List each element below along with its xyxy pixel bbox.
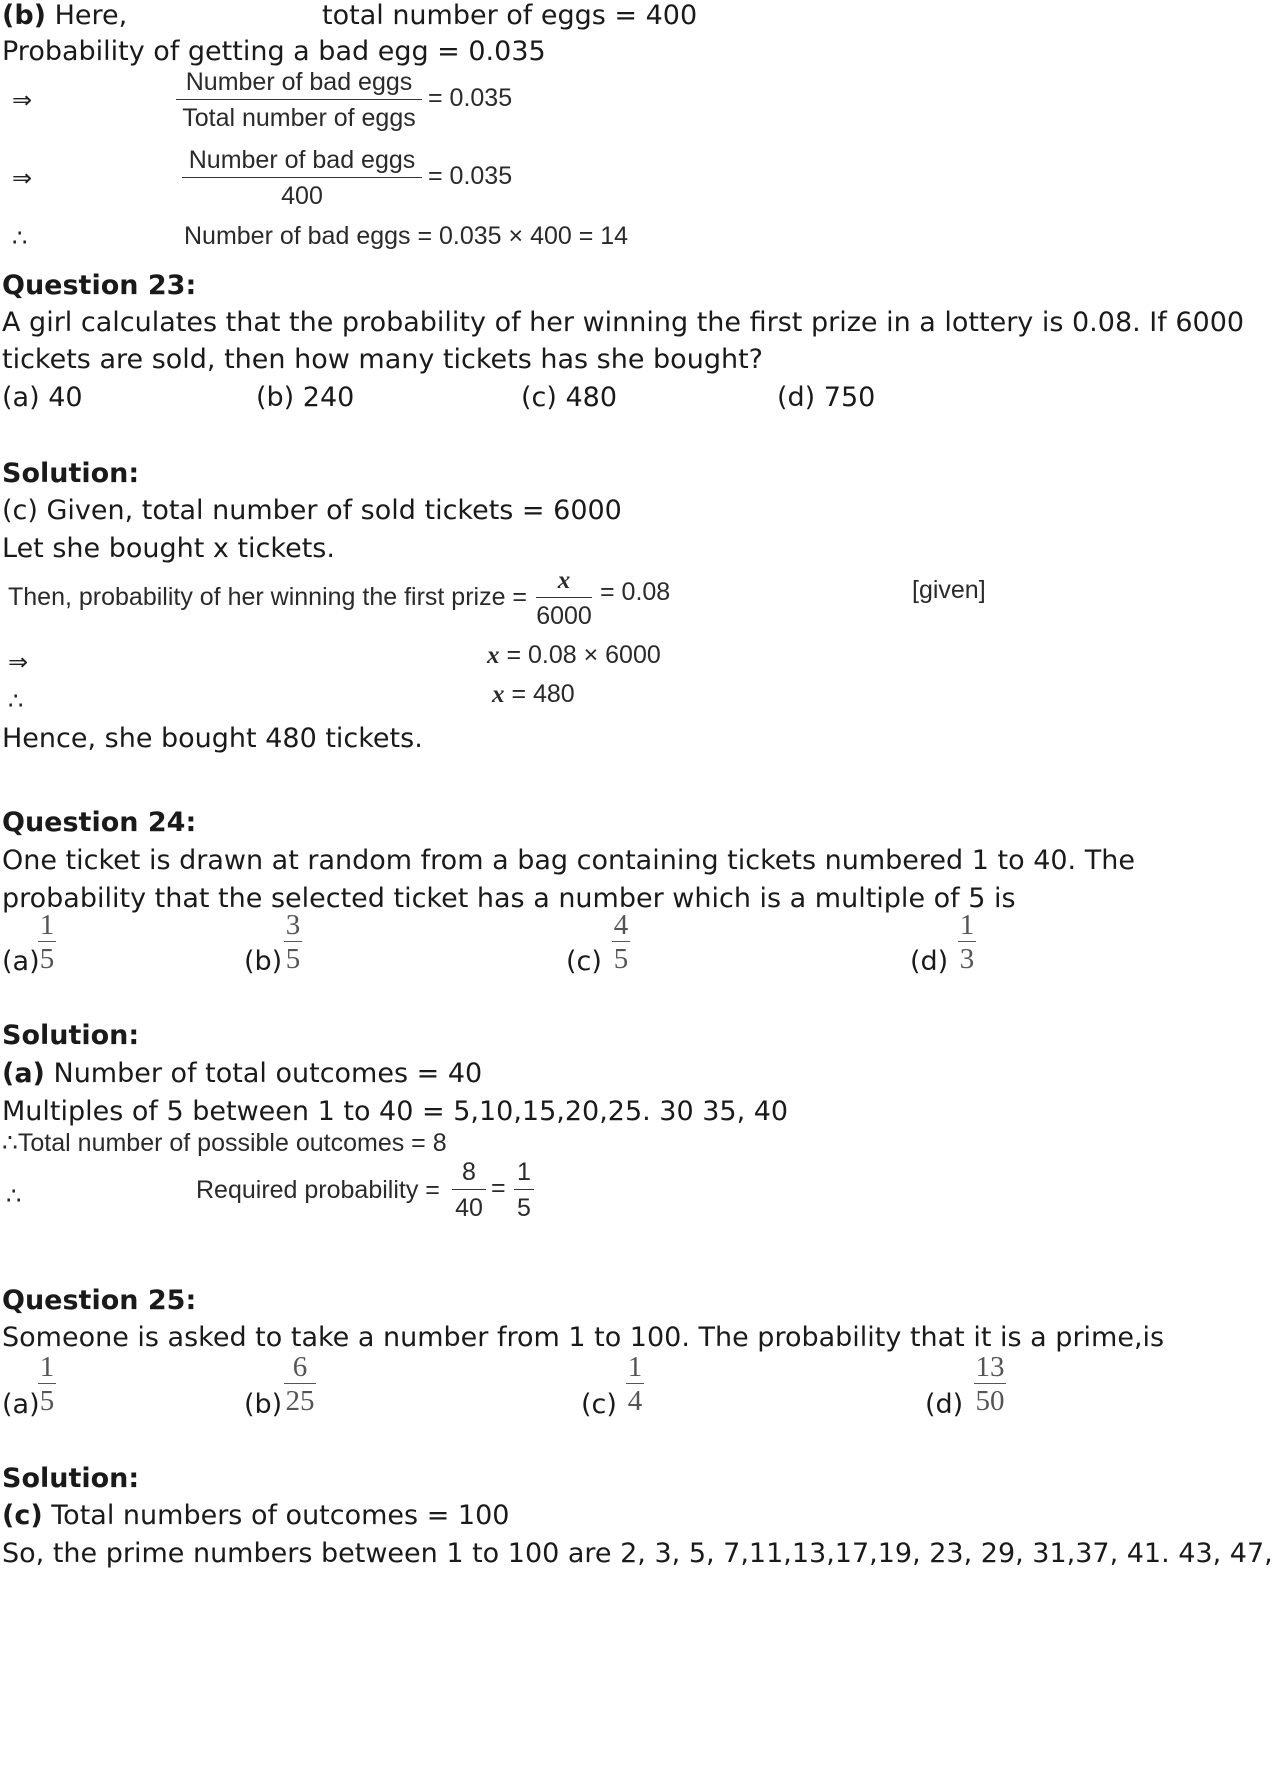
total-eggs: total number of eggs = 400 <box>322 0 698 31</box>
x-equals-480: = 480 <box>511 680 575 708</box>
q24-option-d-label: (d) <box>910 946 949 977</box>
fraction-denominator: 25 <box>285 1385 315 1417</box>
question-25-heading: Question 25: <box>2 1285 197 1316</box>
q24-option-c-fraction <box>612 911 630 974</box>
q25-option-a-label: (a) <box>2 1389 40 1420</box>
fraction-bar <box>514 1189 534 1190</box>
fraction-denominator: 5 <box>285 943 301 975</box>
x-variable: x <box>487 642 500 669</box>
q25-option-c-fraction <box>626 1353 644 1416</box>
q24-solution-line2: Multiples of 5 between 1 to 40 = 5,10,15,20,25. 30 35, 40 <box>2 1096 789 1127</box>
then-probability-text: Then, probability of her winning the first prize = <box>8 583 528 611</box>
x-variable: x <box>492 681 505 708</box>
q24-option-a-label: (a) <box>2 946 40 977</box>
fraction-numerator: Number of bad eggs <box>185 68 413 96</box>
x-equals-product: = 0.08 × 6000 <box>506 641 661 669</box>
fraction-numerator: 1 <box>627 1351 643 1383</box>
therefore-symbol: ∴ <box>8 687 24 715</box>
fraction-denominator: 5 <box>517 1194 531 1222</box>
q24-total-outcomes: Number of total outcomes = 40 <box>53 1058 483 1089</box>
x-result <box>492 682 575 707</box>
fraction-bar <box>452 1189 486 1190</box>
fraction-numerator: 6 <box>292 1351 308 1383</box>
question-24-text-line2: probability that the selected ticket has a number which is a multiple of 5 is <box>2 883 1016 914</box>
prob-bad-egg: Probability of getting a bad egg = 0.035 <box>2 36 546 67</box>
question-25-text-line1: Someone is asked to take a number from 1 to 100. The probability that it is a prime,is <box>2 1322 1165 1353</box>
fraction-denominator: 400 <box>281 182 323 210</box>
fraction-denominator: 3 <box>959 943 975 975</box>
q25-option-a-fraction <box>38 1353 56 1416</box>
eq2-rhs: = 0.035 <box>428 162 513 190</box>
q23-solution-line2: Let she bought x tickets. <box>2 533 335 564</box>
q23-option-d: (d) 750 <box>777 382 876 413</box>
fraction-x-over-6000 <box>536 568 592 629</box>
q23-conclusion: Hence, she bought 480 tickets. <box>2 723 423 754</box>
fraction-bad-over-total <box>176 70 422 131</box>
fraction-bar <box>176 99 422 100</box>
equals-sign: = <box>491 1174 506 1202</box>
then-rhs: = 0.08 <box>600 578 671 606</box>
part-b-label: (b) <box>2 0 47 31</box>
q25-total-outcomes: Total numbers of outcomes = 100 <box>51 1500 510 1531</box>
implies-symbol: ⇒ <box>8 648 29 676</box>
q23-solution-heading: Solution: <box>2 458 140 489</box>
implies-symbol: ⇒ <box>12 86 33 114</box>
q24-option-a-fraction <box>38 911 56 974</box>
q25-option-d-label: (d) <box>925 1389 964 1420</box>
fraction-8-over-40 <box>452 1160 486 1221</box>
part-b-line <box>2 2 127 29</box>
implies-symbol: ⇒ <box>12 164 33 192</box>
q23-solution-line1: (c) Given, total number of sold tickets = 6000 <box>2 495 622 526</box>
q25-option-b-label: (b) <box>244 1389 283 1420</box>
q24-solution-heading: Solution: <box>2 1020 140 1051</box>
fraction-bar <box>974 1383 1006 1384</box>
question-24-heading: Question 24: <box>2 807 197 838</box>
given-note: [given] <box>912 576 986 604</box>
fraction-denominator: 5 <box>39 943 55 975</box>
q24-solution-line3: ∴Total number of possible outcomes = 8 <box>2 1129 447 1157</box>
question-23-text-line2: tickets are sold, then how many tickets has she bought? <box>2 344 763 375</box>
bad-eggs-result: Number of bad eggs = 0.035 × 400 = 14 <box>184 222 629 250</box>
fraction-denominator: 6000 <box>536 602 592 630</box>
fraction-numerator: 13 <box>975 1351 1005 1383</box>
q25-option-c-label: (c) <box>581 1389 617 1420</box>
fraction-denominator: 40 <box>455 1194 483 1222</box>
fraction-bar <box>536 597 592 598</box>
fraction-numerator: 1 <box>517 1158 531 1186</box>
fraction-bar <box>38 1383 56 1384</box>
question-23-heading: Question 23: <box>2 270 197 301</box>
fraction-bar <box>958 941 976 942</box>
q24-option-b-label: (b) <box>244 946 283 977</box>
eq1-rhs: = 0.035 <box>428 84 513 112</box>
q25-solution-line1 <box>2 1502 509 1529</box>
fraction-bad-over-400 <box>182 148 422 209</box>
fraction-bar <box>612 941 630 942</box>
fraction-denominator: 5 <box>613 943 629 975</box>
x-equation <box>487 643 661 668</box>
q25-solution-heading: Solution: <box>2 1463 140 1494</box>
fraction-numerator: 1 <box>39 909 55 941</box>
fraction-numerator: 1 <box>39 1351 55 1383</box>
q24-option-d-fraction <box>958 911 976 974</box>
therefore-symbol: ∴ <box>12 224 28 252</box>
fraction-bar <box>284 941 302 942</box>
question-24-text-line1: One ticket is drawn at random from a bag containing tickets numbered 1 to 40. The <box>2 845 1135 876</box>
fraction-numerator: x <box>557 567 571 594</box>
q24-answer-label: (a) <box>2 1058 45 1089</box>
fraction-bar <box>284 1383 316 1384</box>
q25-option-d-fraction <box>974 1353 1006 1416</box>
fraction-bar <box>38 941 56 942</box>
fraction-bar <box>626 1383 644 1384</box>
q25-solution-line2: So, the prime numbers between 1 to 100 are 2, 3, 5, 7,11,13,17,19, 23, 29, 31,37, 41. 43, 47, <box>2 1538 1273 1569</box>
fraction-denominator: 5 <box>39 1385 55 1417</box>
q23-option-a: (a) 40 <box>2 382 83 413</box>
q23-option-b: (b) 240 <box>256 382 355 413</box>
q24-option-b-fraction <box>284 911 302 974</box>
q25-answer-label: (c) <box>2 1500 43 1531</box>
fraction-denominator: Total number of eggs <box>182 104 416 132</box>
fraction-numerator: 3 <box>285 909 301 941</box>
fraction-denominator: 4 <box>627 1385 643 1417</box>
q24-option-c-label: (c) <box>566 946 602 977</box>
q25-option-b-fraction <box>284 1353 316 1416</box>
q23-option-c: (c) 480 <box>521 382 618 413</box>
fraction-numerator: 1 <box>959 909 975 941</box>
fraction-numerator: 4 <box>613 909 629 941</box>
fraction-numerator: 8 <box>462 1158 476 1186</box>
fraction-numerator: Number of bad eggs <box>188 146 416 174</box>
fraction-bar <box>182 177 422 178</box>
fraction-denominator: 50 <box>975 1385 1005 1417</box>
q24-solution-line1 <box>2 1060 482 1087</box>
fraction-1-over-5 <box>514 1160 534 1221</box>
part-b-here: Here, <box>54 0 128 31</box>
question-23-text-line1: A girl calculates that the probability of her winning the first prize in a lottery is 0.08. If 6000 <box>2 307 1245 338</box>
required-probability-text: Required probability = <box>196 1176 440 1204</box>
therefore-symbol: ∴ <box>6 1182 22 1210</box>
